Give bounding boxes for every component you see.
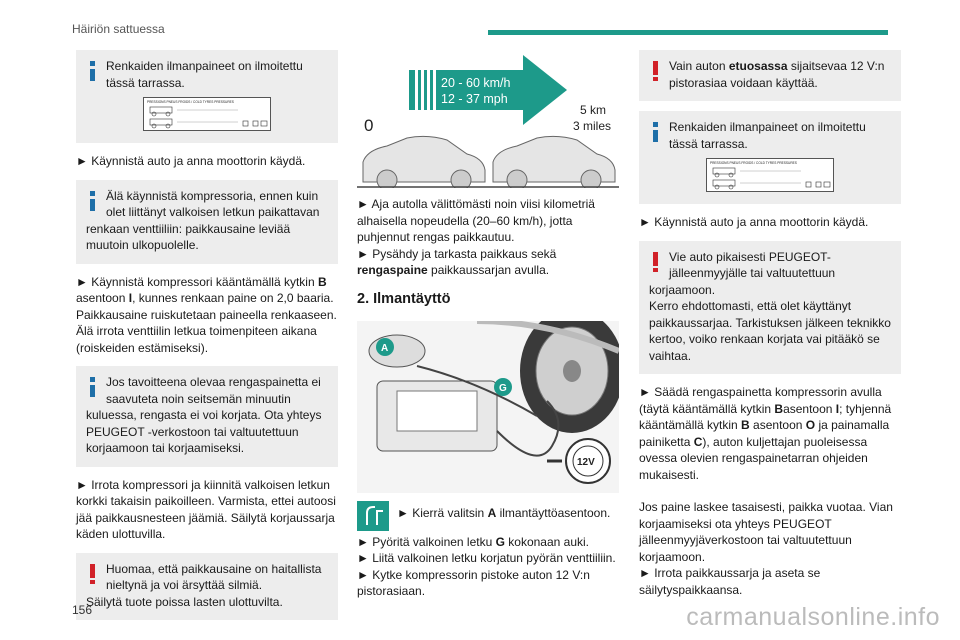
warning-box-dealer [639, 241, 901, 375]
warning-text-first: Vie auto pikaisesti PEUGEOT-jälleenmyyjälle tai valtuutettuun [669, 249, 836, 280]
column-1 [76, 50, 338, 630]
warning-icon [653, 61, 658, 81]
distance-zero: 0 [364, 116, 374, 135]
car-end-illustration [493, 136, 615, 188]
paragraph-leak: Jos paine laskee tasaisesti, paikka vuotaa. Vian korjaamiseksi ota yhteys PEUGEOT jälleenmyyjäverkostoon tai valtuutettuun korjaamoon. [639, 500, 893, 564]
callout-g: G [499, 383, 507, 394]
warning-icon [90, 564, 95, 584]
speed-kmh: 20 - 60 km/h [441, 76, 511, 90]
speed-mph: 12 - 37 mph [441, 92, 508, 106]
info-icon [653, 122, 658, 142]
step-start-compressor: ► Käynnistä kompressori kääntämällä kytkin B asentoon I, kunnes renkaan paine on 2,0 baaria. Paikkausaine ruiskutetaan paineella renkaaseen. Älä irrota venttiilin letkua toimenpiteen aikana (roiskeiden estämiseksi). [76, 274, 337, 355]
step-start-engine: ► Käynnistä auto ja anna moottorin käydä. [76, 154, 306, 168]
info-icon [90, 191, 95, 211]
column-2 [357, 50, 619, 600]
info-text-first: Jos tavoitteena olevaa rengaspainetta ei saavuteta noin seitsemän minuutin [106, 375, 321, 406]
warning-text-first: Huomaa, että paikkausaine on haitallista nieltynä ja voi ärsyttää silmiä. [106, 561, 322, 592]
step-unroll-hose: ► Pyöritä valkoinen letku G kokonaan auki. [357, 534, 590, 549]
info-box-pressure-time [76, 366, 338, 467]
socket-12v-label: 12V [577, 457, 595, 468]
label-title: PRESSIONS PNEUS FROIDS / COLD TYRES PRESSURES [710, 161, 797, 165]
step-store-kit: ► Irrota paikkaussarja ja aseta se säilytyspaikkaansa. [639, 566, 821, 597]
info-icon [90, 61, 95, 81]
distance-km: 5 km [580, 103, 607, 117]
label-title: PRESSIONS PNEUS FROIDS / COLD TYRES PRESSURES [147, 100, 234, 104]
step-check-repair: ► Pysähdy ja tarkasta paikkaus sekä rengaspaine paikkaussarjan avulla. [357, 246, 557, 277]
distance-miles: 3 miles [573, 119, 612, 133]
callout-a: A [381, 343, 389, 354]
step-adjust-pressure: ► Säädä rengaspainetta kompressorin avulla (täytä kääntämällä kytkin Basentoon I; tyhjennä kääntämällä kytkin B asentoon O ja painamalla painiketta C), auton kuljettajan puoleisessa ovessa olevien rengaspainetarran ohjeiden mukaisesti. [639, 385, 892, 482]
info-text: Renkaiden ilmanpaineet on ilmoitettu tässä tarrassa. [669, 120, 866, 151]
section-title: Häiriön sattuessa [72, 22, 165, 36]
warning-text-rest-2: Kerro ehdottomasti, että olet käyttänyt paikkaussarjaa. Tarkistuksen jälkeen teknikko kertoo, voiko renkaan korjata vai pitääkö se vaihtaa. [649, 299, 891, 363]
page-number: 156 [72, 603, 93, 617]
warning-text-rest: Säilytä tuote poissa lasten ulottuvilta. [86, 594, 283, 609]
driving-illustration [357, 50, 619, 188]
warning-box-sealant [76, 553, 338, 621]
info-box-tyre-label-2 [639, 111, 901, 204]
info-text: Renkaiden ilmanpaineet on ilmoitettu tässä tarrassa. [106, 59, 303, 90]
steps-list [357, 534, 619, 600]
watermark-text: carmanualsonline.info [686, 603, 940, 631]
warning-box-socket [639, 50, 901, 101]
column-3 [639, 50, 901, 608]
compressor-wheel-illustration [357, 321, 619, 493]
step-plug-compressor: ► Kytke kompressorin pistoke auton 12 V:n pistorasiaan. [357, 567, 590, 598]
info-box-tyre-label [76, 50, 338, 143]
warning-icon [653, 252, 658, 272]
info-text-rest: renkaan venttiiliin: paikkausaine leviää muutoin ulkopuolelle. [86, 221, 291, 252]
info-text-rest: kuluessa, rengasta ei voi korjata. Ota yhteys PEUGEOT -verkostoon tai valtuutettuun korjaamoon tai korjaamiseksi. [86, 408, 322, 455]
inflate-icon [357, 501, 389, 531]
warning-text-rest-1: korjaamoon. [649, 282, 716, 297]
tyre-pressure-label-image [706, 158, 834, 192]
step-start-engine-2: ► Käynnistä auto ja anna moottorin käydä. [639, 215, 869, 229]
step-drive-car: ► Aja autolla välittömästi noin viisi kilometriä alhaisella nopeudella (20–60 km/h), jotta puhjennut rengas paikkautuu. [357, 197, 595, 244]
warning-text: Vain auton etuosassa sijaitsevaa 12 V:n pistorasiaa voidaan käyttää. [669, 59, 885, 90]
info-text-first: Älä käynnistä kompressoria, ennen kuin olet liittänyt valkoisen letkun paikattavan [106, 188, 320, 219]
header-accent-bar [488, 30, 888, 35]
info-icon [90, 377, 95, 397]
info-box-compressor [76, 180, 338, 264]
section-heading-inflation: 2. Ilmantäyttö [357, 290, 451, 307]
tyre-pressure-label-image [143, 97, 271, 131]
car-start-illustration [363, 136, 485, 188]
tip-turn-selector: ► Kierrä valitsin A ilmantäyttöasentoon. [357, 505, 619, 522]
step-detach-compressor: ► Irrota kompressori ja kiinnitä valkoisen letkun korkki takaisin paikoilleen. Varmista, ettei autoosi jää paikkausnesteen jäämiä. Säilytä korjaussarja käden ulottuvilla. [76, 477, 336, 541]
step-attach-hose: ► Liitä valkoinen letku korjatun pyörän venttiiliin. [357, 551, 616, 565]
